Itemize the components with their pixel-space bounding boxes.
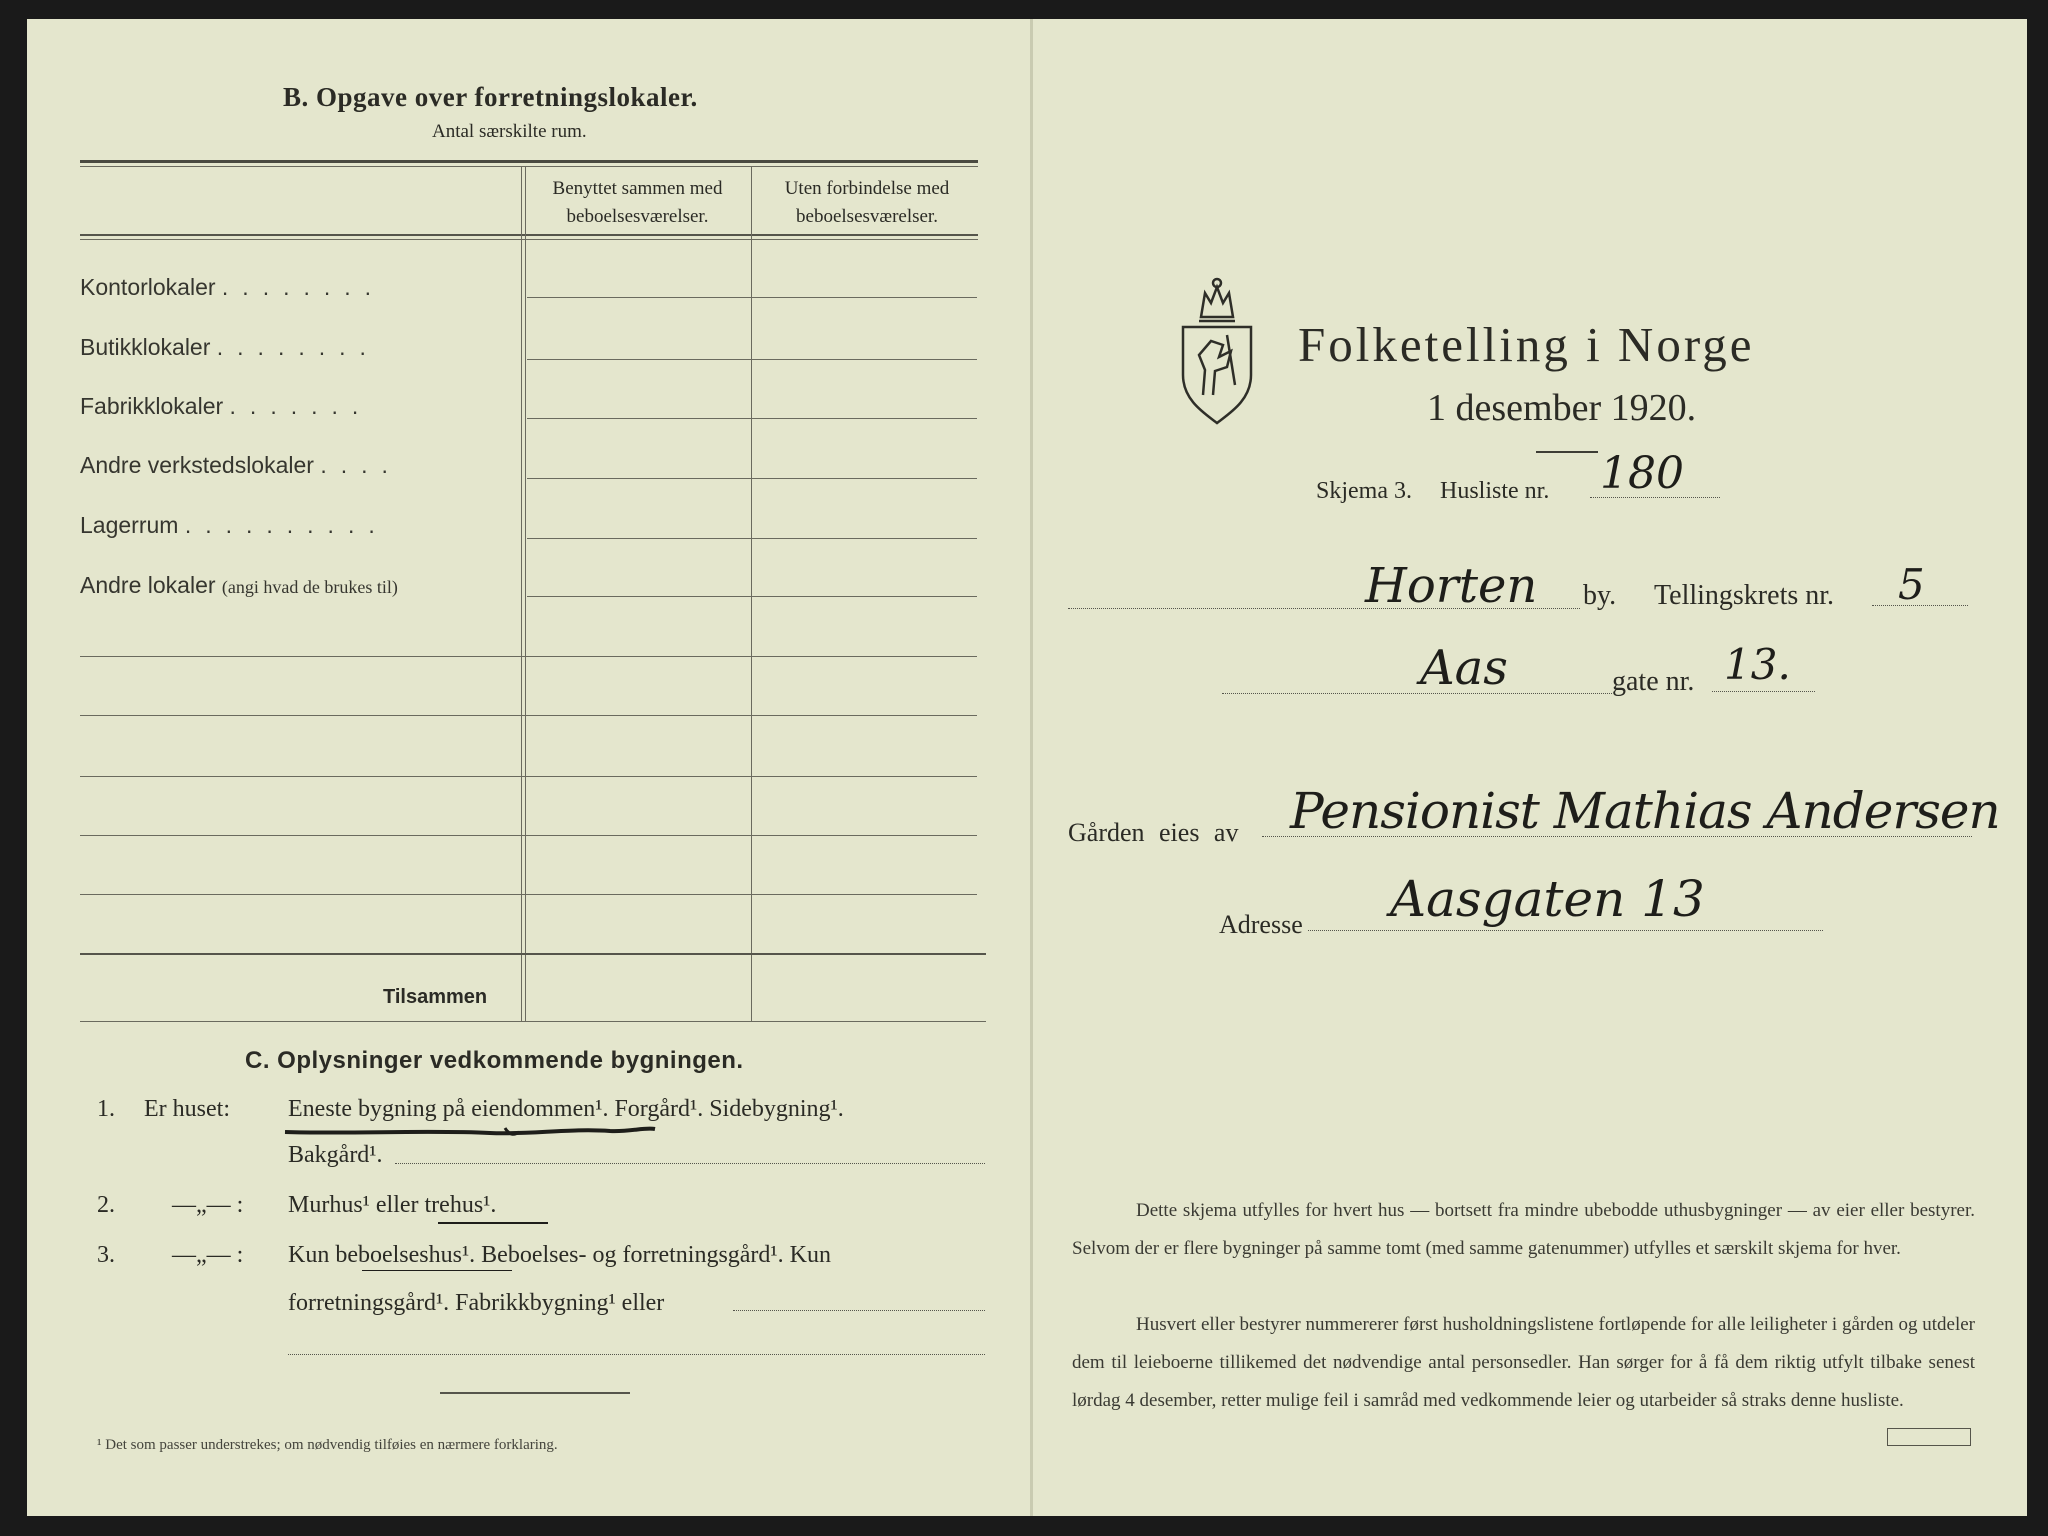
- section-b-subtitle: Antal særskilte rum.: [432, 121, 587, 142]
- instructions-paragraph-1: Dette skjema utfylles for hvert hus — bortsett fra mindre ubebodde uthusbygninger — av eier eller bestyrer. Selvom der er flere bygninger på samme tomt (med samme gatenummer) utfylles et særskilt skjema for hver.: [1072, 1200, 1975, 1259]
- city-line: [1068, 608, 1580, 609]
- printer-stamp: [1887, 1428, 1971, 1446]
- q2-options: Murhus¹ eller trehus¹.: [288, 1192, 497, 1218]
- answer-line: [395, 1163, 985, 1164]
- section-b-title: B. Opgave over forretningslokaler.: [283, 82, 698, 112]
- gate-label: gate nr.: [1612, 666, 1695, 697]
- answer-line: [288, 1354, 985, 1355]
- tellingskrets-label: Tellingskrets nr.: [1654, 580, 1835, 611]
- page-fold: [1030, 19, 1033, 1516]
- row-rule: [80, 715, 977, 716]
- row-label-kontorlokaler: Kontorlokaler ........: [80, 274, 386, 300]
- table-header-rule: [80, 234, 978, 236]
- row-rule: [527, 538, 977, 539]
- husliste-value: 180: [1600, 448, 1684, 499]
- handwritten-underline-trehus: [438, 1222, 548, 1224]
- row-rule: [80, 835, 977, 836]
- q3-options-cont: forretningsgård¹. Fabrikkbygning¹ eller: [288, 1290, 665, 1316]
- q1-options-cont: Bakgård¹.: [288, 1142, 383, 1168]
- table-col-divider-1: [521, 166, 522, 1021]
- answer-line: [733, 1310, 985, 1311]
- table-bottom-rule: [80, 1021, 986, 1022]
- q3-number: 3.: [97, 1242, 115, 1268]
- tellingskrets-line: [1872, 605, 1968, 606]
- owner-value: Pensionist Mathias Andersen: [1290, 782, 2000, 840]
- handwritten-underline-beboelseshus: [362, 1270, 512, 1271]
- tellingskrets-value: 5: [1898, 560, 1925, 609]
- table-top-rule-thin: [80, 166, 978, 167]
- street-value: Aas: [1420, 640, 1508, 696]
- row-rule: [527, 596, 977, 597]
- address-value: Aasgaten 13: [1390, 870, 1705, 928]
- q2-label: —„— :: [172, 1192, 244, 1218]
- table-col-divider-2: [751, 166, 752, 1021]
- column-header-with-dwelling: Benyttet sammen med beboelsesværelser.: [552, 178, 723, 227]
- q1-number: 1.: [97, 1096, 115, 1122]
- table-top-rule: [80, 160, 978, 163]
- column-header-without-dwelling: Uten forbindelse med beboelsesværelser.: [784, 178, 950, 227]
- row-label-andre-verkstedslokaler: Andre verkstedslokaler ....: [80, 452, 402, 478]
- row-label-lagerrum: Lagerrum ..........: [80, 512, 389, 538]
- row-rule: [80, 656, 977, 657]
- total-label: Tilsammen: [383, 986, 488, 1008]
- q3-label: —„— :: [172, 1242, 244, 1268]
- q2-number: 2.: [97, 1192, 115, 1218]
- norwegian-coat-of-arms-icon: [1175, 275, 1259, 425]
- row-rule: [527, 478, 977, 479]
- q1-label: Er huset:: [144, 1096, 230, 1122]
- gate-value: 13.: [1724, 640, 1791, 689]
- q3-options: Kun beboelseshus¹. Beboelses- og forretningsgård¹. Kun: [288, 1242, 831, 1268]
- instructions-paragraph-2: Husvert eller bestyrer nummererer først husholdningslistene fortløpende for alle leiligheter i gården og utdeler dem til leieboerne tillikemed det nødvendige antal personsedler. Han sørger for å få dem riktig utfylt tilbake senest lørdag 4 desember, retter mulige feil i samråd med vedkommende leier og utarbeider så straks denne husliste.: [1072, 1314, 1975, 1411]
- row-rule: [527, 418, 977, 419]
- census-date: 1 desember 1920.: [1427, 387, 1697, 429]
- skjema-label: Skjema 3.: [1316, 478, 1412, 504]
- census-title: Folketelling i Norge: [1298, 317, 1755, 372]
- owner-label: Gården eies av: [1068, 818, 1239, 847]
- street-line: [1222, 693, 1612, 694]
- row-rule: [80, 776, 977, 777]
- row-rule: [527, 359, 977, 360]
- q1-options: Eneste bygning på eiendommen¹. Forgård¹. Sidebygning¹.: [288, 1096, 844, 1122]
- husliste-line: [1590, 497, 1720, 498]
- row-label-fabrikklokaler: Fabrikklokaler .......: [80, 393, 373, 419]
- gate-line: [1712, 691, 1815, 692]
- row-rule: [80, 894, 977, 895]
- city-value: Horten: [1365, 558, 1538, 614]
- table-header-rule-thin: [80, 239, 978, 240]
- husliste-label: Husliste nr.: [1440, 478, 1550, 504]
- address-line: [1308, 930, 1823, 931]
- row-label-andre-lokaler: Andre lokaler (angi hvad de brukes til): [80, 572, 398, 598]
- owner-line: [1262, 836, 1972, 837]
- address-label: Adresse: [1219, 910, 1303, 939]
- section-end-rule: [440, 1392, 630, 1394]
- title-rule: [1536, 451, 1598, 453]
- total-rule: [80, 953, 986, 955]
- by-label: by.: [1583, 580, 1617, 611]
- table-col-divider-1b: [525, 166, 526, 1021]
- section-c-title: C. Oplysninger vedkommende bygningen.: [245, 1047, 744, 1074]
- footnote: ¹ Det som passer understrekes; om nødvendig tilføies en nærmere forklaring.: [97, 1437, 558, 1453]
- row-label-butikklokaler: Butikklokaler ........: [80, 334, 380, 360]
- row-rule: [527, 297, 977, 298]
